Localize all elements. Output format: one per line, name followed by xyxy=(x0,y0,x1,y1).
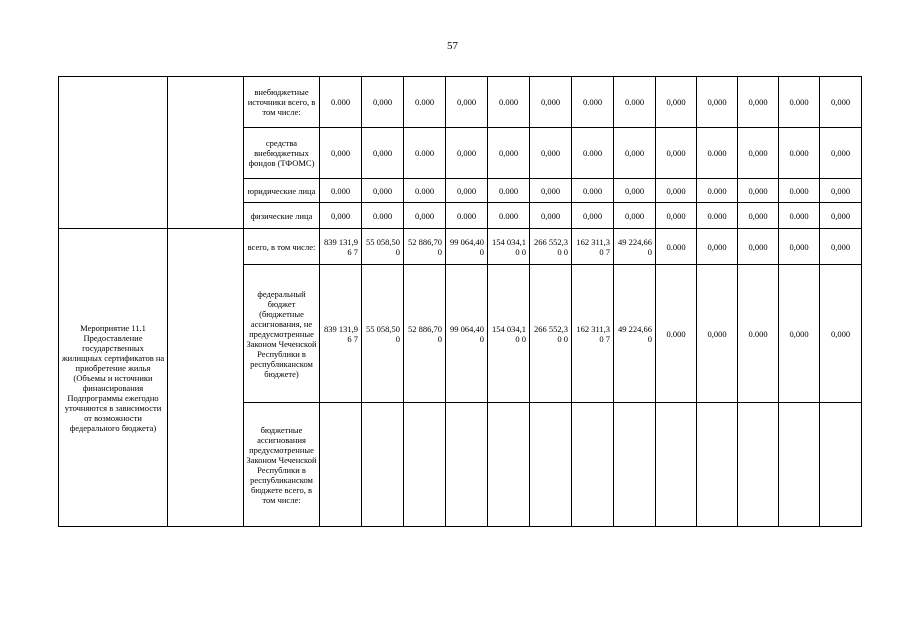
value-cell: 0,000 xyxy=(488,128,530,179)
value-cell: 0,000 xyxy=(446,77,488,128)
value-cell: 0,000 xyxy=(446,179,488,203)
value-cell: 0.000 xyxy=(656,229,697,265)
value-cell: 49 224,66 0 xyxy=(614,265,656,403)
value-cell: 0,000 xyxy=(320,128,362,179)
value-cell xyxy=(820,403,862,527)
value-cell: 0,000 xyxy=(820,265,862,403)
value-cell: 0.000 xyxy=(738,265,779,403)
value-cell: 0.000 xyxy=(779,203,820,229)
value-cell xyxy=(614,403,656,527)
value-cell xyxy=(656,403,697,527)
value-cell xyxy=(362,403,404,527)
value-cell: 839 131,96 7 xyxy=(320,229,362,265)
value-cell xyxy=(320,403,362,527)
value-cell: 0,000 xyxy=(779,229,820,265)
value-cell: 0,000 xyxy=(530,179,572,203)
value-cell: 0,000 xyxy=(614,128,656,179)
source-cell: внебюджетные источники всего, в том числе: xyxy=(244,77,320,128)
value-cell: 0,000 xyxy=(820,128,862,179)
value-cell: 49 224,66 0 xyxy=(614,229,656,265)
value-cell: 154 034,10 0 xyxy=(488,229,530,265)
value-cell: 0.000 xyxy=(572,179,614,203)
value-cell: 0,000 xyxy=(738,128,779,179)
value-cell: 0,000 xyxy=(404,203,446,229)
value-cell: 0,000 xyxy=(697,265,738,403)
value-cell: 0,000 xyxy=(530,203,572,229)
value-cell xyxy=(488,403,530,527)
value-cell: 0.000 xyxy=(362,203,404,229)
value-cell: 0.000 xyxy=(404,179,446,203)
value-cell: 0.000 xyxy=(656,265,697,403)
value-cell: 0.000 xyxy=(572,77,614,128)
value-cell: 0,000 xyxy=(572,203,614,229)
budget-table xyxy=(58,76,862,527)
value-cell: 0,000 xyxy=(697,229,738,265)
value-cell: 99 064,40 0 xyxy=(446,265,488,403)
value-cell: 0,000 xyxy=(738,203,779,229)
value-cell xyxy=(697,403,738,527)
value-cell: 0,000 xyxy=(446,128,488,179)
page-number: 57 xyxy=(447,40,458,52)
value-cell: 52 886,70 0 xyxy=(404,229,446,265)
value-cell: 0,000 xyxy=(362,77,404,128)
value-cell xyxy=(404,403,446,527)
value-cell: 0.000 xyxy=(320,179,362,203)
empty-event-cell xyxy=(59,77,168,229)
value-cell: 0.000 xyxy=(488,77,530,128)
value-cell xyxy=(779,403,820,527)
value-cell xyxy=(446,403,488,527)
empty-executor-cell xyxy=(168,77,244,229)
value-cell: 0.000 xyxy=(697,179,738,203)
value-cell: 0,000 xyxy=(362,179,404,203)
value-cell: 0.000 xyxy=(404,77,446,128)
value-cell: 0,000 xyxy=(697,77,738,128)
value-cell xyxy=(572,403,614,527)
value-cell xyxy=(530,403,572,527)
table-row xyxy=(59,77,862,128)
value-cell: 0,000 xyxy=(820,77,862,128)
value-cell: 266 552,30 0 xyxy=(530,265,572,403)
value-cell: 839 131,96 7 xyxy=(320,265,362,403)
value-cell: 0.000 xyxy=(779,77,820,128)
table-row xyxy=(59,229,862,265)
value-cell: 99 064,40 0 xyxy=(446,229,488,265)
source-cell: бюджетные ассигнования предусмотренные Законом Чеченской Республики в республиканском бюджете всего, в том числе: xyxy=(244,403,320,527)
value-cell: 0,000 xyxy=(530,128,572,179)
source-cell: средства внебюджетных фондов (ТФОМС) xyxy=(244,128,320,179)
value-cell: 0,000 xyxy=(320,203,362,229)
value-cell: 0,000 xyxy=(530,77,572,128)
value-cell: 0.000 xyxy=(779,179,820,203)
value-cell: 0,000 xyxy=(656,77,697,128)
value-cell: 0.000 xyxy=(614,77,656,128)
value-cell: 0,000 xyxy=(362,128,404,179)
value-cell: 0,000 xyxy=(779,265,820,403)
value-cell: 0,000 xyxy=(738,179,779,203)
value-cell: 154 034,10 0 xyxy=(488,265,530,403)
source-cell: федеральный бюджет (бюджетные ассигнования, не предусмотренные Законом Чеченской Республики в республиканском бюджете) xyxy=(244,265,320,403)
value-cell: 55 058,50 0 xyxy=(362,265,404,403)
value-cell: 0,000 xyxy=(614,203,656,229)
value-cell: 0,000 xyxy=(656,128,697,179)
value-cell: 0.000 xyxy=(572,128,614,179)
value-cell: 55 058,50 0 xyxy=(362,229,404,265)
value-cell: 0.000 xyxy=(446,203,488,229)
value-cell: 52 886,70 0 xyxy=(404,265,446,403)
value-cell: 0,000 xyxy=(820,179,862,203)
value-cell: 162 311,30 7 xyxy=(572,229,614,265)
value-cell xyxy=(738,403,779,527)
value-cell: 0,000 xyxy=(738,77,779,128)
value-cell: 0,000 xyxy=(820,229,862,265)
source-cell: всего, в том числе: xyxy=(244,229,320,265)
value-cell: 0.000 xyxy=(779,128,820,179)
value-cell: 0.000 xyxy=(404,128,446,179)
value-cell: 0.000 xyxy=(488,203,530,229)
value-cell: 0.000 xyxy=(488,179,530,203)
source-cell: юридические лица xyxy=(244,179,320,203)
event-description: Мероприятие 11.1 Предоставление государственных жилищных сертификатов на приобретение жилья (Объемы и источники финансирования Подпрограммы ежегодно уточняются в зависимости от возможности федерального бюджета) xyxy=(59,229,168,527)
value-cell: 0,000 xyxy=(614,179,656,203)
value-cell: 162 311,30 7 xyxy=(572,265,614,403)
value-cell: 0.000 xyxy=(697,203,738,229)
value-cell: 0,000 xyxy=(656,179,697,203)
source-cell: физические лица xyxy=(244,203,320,229)
value-cell: 0,000 xyxy=(738,229,779,265)
value-cell: 0,000 xyxy=(820,203,862,229)
value-cell: 0.000 xyxy=(697,128,738,179)
value-cell: 0,000 xyxy=(656,203,697,229)
value-cell: 266 552,30 0 xyxy=(530,229,572,265)
value-cell: 0.000 xyxy=(320,77,362,128)
empty-executor-cell xyxy=(168,229,244,527)
